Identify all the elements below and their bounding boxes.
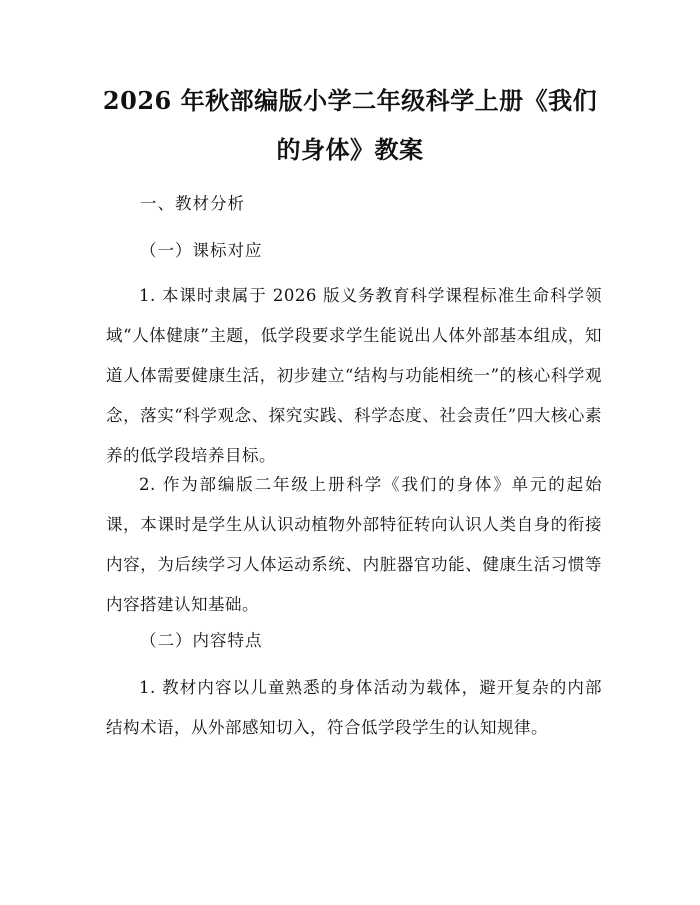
paragraph-curriculum-1: 1. 本课时隶属于 2026 版义务教育科学课程标准生命科学领域“人体健康”主题，低学段要求学生能说出人体外部基本组成，知道人体需要健康生活，初步建立“结构与功能相统一”的核心科学观念，落实“科学观念、探究实践、科学态度、社会责任”四大核心素养的低学段培养目标。 [106,286,602,465]
section-heading-textbook-analysis: 一、教材分析 [140,194,245,213]
document-title-line-1: 2026 年秋部编版小学二年级科学上册《我们 [102,86,598,115]
paragraph-curriculum-2: 2. 作为部编版二年级上册科学《我们的身体》单元的起始课，本课时是学生从认识动植物外部特征转向认识人类自身的衔接内容，为后续学习人体运动系统、内脏器官功能、健康生活习惯等内容搭建认知基础。 [106,475,602,614]
subsection-heading-content-features: （二）内容特点 [140,631,263,650]
paragraph-content-features-1: 1. 教材内容以儿童熟悉的身体活动为载体，避开复杂的内部结构术语，从外部感知切入，符合低学段学生的认知规律。 [106,678,602,737]
document-title-line-2: 的身体》教案 [276,135,424,164]
subsection-heading-curriculum-standard: （一）课标对应 [140,241,263,260]
